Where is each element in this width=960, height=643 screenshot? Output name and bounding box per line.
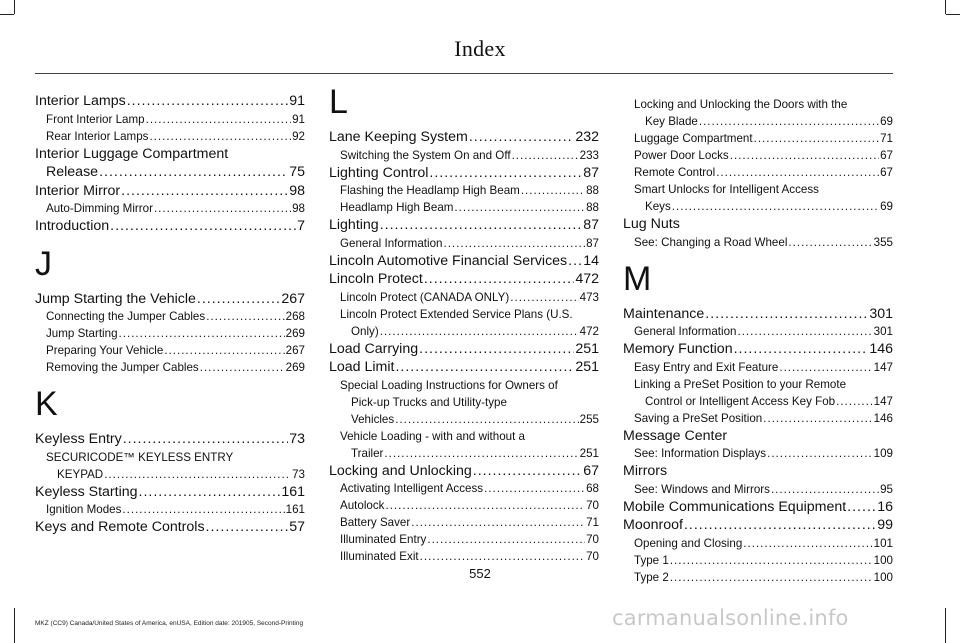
index-entry: Load Limit ..... 251 bbox=[329, 358, 599, 377]
index-entry: Keyless Entry ..... 73 bbox=[35, 430, 305, 449]
index-subentry-continuation: Vehicles ..... 255 bbox=[329, 411, 599, 428]
crop-mark bbox=[0, 14, 14, 15]
index-subentry: Auto-Dimming Mirror ..... 98 bbox=[35, 200, 305, 217]
index-subentry: Lincoln Protect Extended Service Plans (U.S. bbox=[340, 307, 573, 321]
index-subentry: Remote Control ..... 67 bbox=[623, 164, 893, 181]
index-column-2 bbox=[329, 82, 599, 565]
page-number: 552 bbox=[469, 566, 491, 581]
index-subentry-continuation: Keys ..... 69 bbox=[623, 198, 893, 215]
index-subentry: Connecting the Jumper Cables ..... 268 bbox=[35, 308, 305, 325]
index-entry: Interior Lamps ..... 91 bbox=[35, 92, 305, 111]
index-entry: Message Center bbox=[623, 427, 728, 444]
footer-edition-text: MKZ (CC9) Canada/United States of America, enUSA, Edition date: 201905, Second-Printing bbox=[35, 620, 304, 627]
index-entry: Lug Nuts bbox=[623, 216, 680, 232]
index-entry: Lincoln Automotive Financial Services ..... 14 bbox=[329, 252, 599, 271]
index-entry: Memory Function ..... 146 bbox=[623, 340, 893, 359]
section-letter: M bbox=[623, 259, 652, 298]
index-subentry-continuation: Only) ..... 472 bbox=[329, 323, 599, 340]
index-subentry: Preparing Your Vehicle ..... 267 bbox=[35, 342, 305, 359]
index-entry: Locking and Unlocking ..... 67 bbox=[329, 462, 599, 481]
index-subentry: Headlamp High Beam ..... 88 bbox=[329, 199, 599, 216]
index-subentry: Type 2 ..... 100 bbox=[623, 569, 893, 586]
section-letter: J bbox=[35, 244, 52, 283]
index-entry: Interior Mirror ..... 98 bbox=[35, 182, 305, 201]
crop-mark bbox=[14, 0, 15, 14]
index-subentry: Power Door Locks ..... 67 bbox=[623, 147, 893, 164]
header-rule bbox=[35, 73, 893, 74]
index-subentry: Linking a PreSet Position to your Remote bbox=[634, 377, 847, 391]
index-subentry: General Information ..... 301 bbox=[623, 323, 893, 340]
index-entry: Introduction ..... 7 bbox=[35, 217, 305, 236]
index-entry: Interior Luggage Compartment bbox=[35, 145, 229, 162]
section-letter: K bbox=[35, 385, 58, 423]
index-entry: Load Carrying ..... 251 bbox=[329, 340, 599, 359]
index-subentry: See: Information Displays ..... 109 bbox=[623, 445, 893, 462]
index-subentry: Ignition Modes ..... 161 bbox=[35, 501, 305, 518]
index-entry: Lighting Control ..... 87 bbox=[329, 164, 599, 183]
index-subentry: Front Interior Lamp ..... 91 bbox=[35, 111, 305, 128]
index-subentry-continuation: Control or Intelligent Access Key Fob ..... 147 bbox=[623, 393, 893, 410]
index-subentry-continuation: KEYPAD ..... 73 bbox=[35, 466, 305, 483]
index-subentry: Lincoln Protect (CANADA ONLY) ..... 473 bbox=[329, 289, 599, 306]
index-subentry: Locking and Unlocking the Doors with the bbox=[634, 98, 848, 111]
index-entry: Lane Keeping System ..... 232 bbox=[329, 128, 599, 147]
index-subentry: General Information ..... 87 bbox=[329, 235, 599, 252]
index-column-3 bbox=[623, 96, 893, 586]
index-subentry-continuation: Trailer ..... 251 bbox=[329, 445, 599, 462]
index-entry: Lighting ..... 87 bbox=[329, 216, 599, 235]
index-subentry: Flashing the Headlamp High Beam ..... 88 bbox=[329, 182, 599, 199]
index-subentry: See: Windows and Mirrors ..... 95 bbox=[623, 481, 893, 498]
page-title: Index bbox=[454, 36, 506, 61]
index-subentry: Battery Saver ..... 71 bbox=[329, 514, 599, 531]
index-entry: Lincoln Protect ..... 472 bbox=[329, 270, 599, 289]
index-subentry: Vehicle Loading - with and without a bbox=[340, 429, 525, 443]
index-subentry: Special Loading Instructions for Owners of bbox=[340, 378, 558, 392]
index-subentry: Luggage Compartment ..... 71 bbox=[623, 130, 893, 147]
index-subentry: Type 1 ..... 100 bbox=[623, 552, 893, 569]
index-subentry: Jump Starting ..... 269 bbox=[35, 325, 305, 342]
index-entry: Mobile Communications Equipment ..... 16 bbox=[623, 498, 893, 517]
index-column-1 bbox=[35, 92, 305, 537]
crop-mark bbox=[945, 0, 946, 14]
index-subentry: Illuminated Entry ..... 70 bbox=[329, 531, 599, 548]
index-entry: Jump Starting the Vehicle ..... 267 bbox=[35, 290, 305, 309]
index-entry-continuation: Release ..... 75 bbox=[35, 163, 305, 182]
index-subentry-continuation: Key Blade ..... 69 bbox=[623, 113, 893, 130]
index-subentry: See: Changing a Road Wheel ..... 355 bbox=[623, 234, 893, 251]
watermark: carmanualsonline.info bbox=[612, 606, 849, 630]
index-entry: Mirrors bbox=[623, 463, 668, 479]
index-subentry: Opening and Closing ..... 101 bbox=[623, 535, 893, 552]
index-subentry: Activating Intelligent Access ..... 68 bbox=[329, 480, 599, 497]
index-entry: Moonroof ..... 99 bbox=[623, 516, 893, 535]
index-subentry: Smart Unlocks for Intelligent Access bbox=[634, 183, 819, 196]
index-subentry: Switching the System On and Off ..... 233 bbox=[329, 147, 599, 164]
crop-mark bbox=[14, 608, 15, 643]
index-entry: Keys and Remote Controls ..... 57 bbox=[35, 518, 305, 537]
crop-mark bbox=[945, 608, 946, 643]
index-subentry: Easy Entry and Exit Feature ..... 147 bbox=[623, 359, 893, 376]
index-subentry: Removing the Jumper Cables ..... 269 bbox=[35, 359, 305, 376]
crop-mark bbox=[946, 14, 960, 15]
section-letter: L bbox=[329, 83, 348, 121]
index-subentry: Autolock ..... 70 bbox=[329, 497, 599, 514]
index-subentry: Illuminated Exit ..... 70 bbox=[329, 548, 599, 565]
index-subentry: SECURICODE™ KEYLESS ENTRY bbox=[46, 450, 234, 464]
index-subentry: Rear Interior Lamps ..... 92 bbox=[35, 128, 305, 145]
index-subentry-continuation: Pick-up Trucks and Utility-type bbox=[351, 395, 507, 409]
index-entry: Maintenance ..... 301 bbox=[623, 305, 893, 324]
index-entry: Keyless Starting ..... 161 bbox=[35, 483, 305, 502]
index-subentry: Saving a PreSet Position ..... 146 bbox=[623, 410, 893, 427]
